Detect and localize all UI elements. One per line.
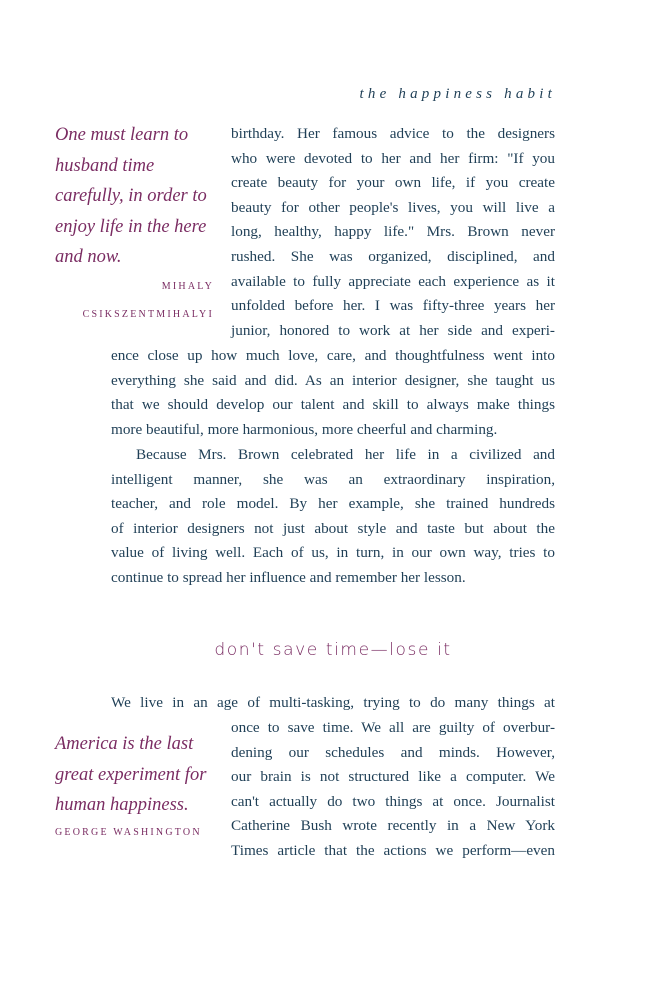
text-line: junior, honored to work at her side and experi- (231, 321, 555, 339)
sidebar-quote (55, 729, 206, 821)
text-line: who were devoted to her and her firm: "If you (231, 149, 555, 167)
text-line: Because Mrs. Brown celebrated her life in a civilized and (136, 446, 555, 463)
quote-line: One must learn to (55, 125, 189, 145)
quote-line: carefully, in order to (55, 186, 207, 206)
text-line: of interior designers not just about style and taste but about the (111, 519, 555, 537)
text-line: Catherine Bush wrote recently in a New York (231, 817, 555, 835)
sidebar-quote (55, 120, 207, 273)
text-line: more beautiful, more harmonious, more cheerful and charming. (111, 420, 498, 438)
quote-line: husband time (55, 155, 155, 176)
body-paragraph (231, 122, 555, 343)
text-line: can't actually do two things at once. Journalist (231, 792, 555, 810)
text-line: create beauty for your own life, if you create (231, 174, 555, 192)
text-line: Times article that the actions we perform—even (231, 841, 555, 859)
quote-line: great experiment for (55, 764, 207, 785)
section-heading: don't save time—lose it (214, 640, 452, 660)
running-head: the happiness habit (359, 86, 556, 102)
text-line: rushed. She was organized, disciplined, and (231, 247, 555, 265)
text-line: value of living well. Each of us, in turn, in our own way, tries to (111, 544, 555, 562)
body-paragraph-continued (111, 344, 555, 442)
text-line: available to fully appreciate each experience as it (231, 272, 555, 290)
quote-attribution: GEORGE WASHINGTON (55, 827, 202, 838)
text-line: ence close up how much love, care, and thoughtfulness went into (111, 347, 555, 364)
text-line: everything she said and did. As an interior designer, she taught us (111, 371, 555, 389)
body-paragraph-continued (231, 716, 555, 864)
quote-line: America is the last (55, 734, 194, 754)
text-line: unfolded before her. I was fifty-three years her (231, 297, 555, 315)
text-line: our brain is not structured like a computer. We (231, 768, 555, 786)
quote-attribution: CSIKSZENTMIHALYI (82, 309, 214, 320)
text-line: once to save time. We all are guilty of overbur- (231, 719, 555, 736)
body-paragraph (111, 691, 555, 716)
quote-line: and now. (55, 247, 122, 267)
text-line: intelligent manner, she was an extraordinary inspiration, (111, 470, 555, 488)
text-line: teacher, and role model. By her example, she trained hundreds (111, 495, 555, 513)
quote-attribution: MIHALY (161, 281, 214, 292)
quote-line: enjoy life in the here (55, 216, 207, 237)
text-line: dening our schedules and minds. However, (231, 743, 555, 761)
text-line: beauty for other people's lives, you will live a (231, 198, 555, 216)
text-line: birthday. Her famous advice to the designers (231, 125, 555, 142)
body-paragraph (111, 443, 555, 591)
text-line: that we should develop our talent and skill to always make things (111, 396, 555, 414)
text-line: We live in an age of multi-tasking, trying to do many things at (111, 694, 555, 711)
text-line: long, healthy, happy life." Mrs. Brown never (231, 223, 555, 241)
quote-line: human happiness. (55, 795, 189, 815)
text-line: continue to spread her influence and remember her lesson. (111, 568, 466, 586)
